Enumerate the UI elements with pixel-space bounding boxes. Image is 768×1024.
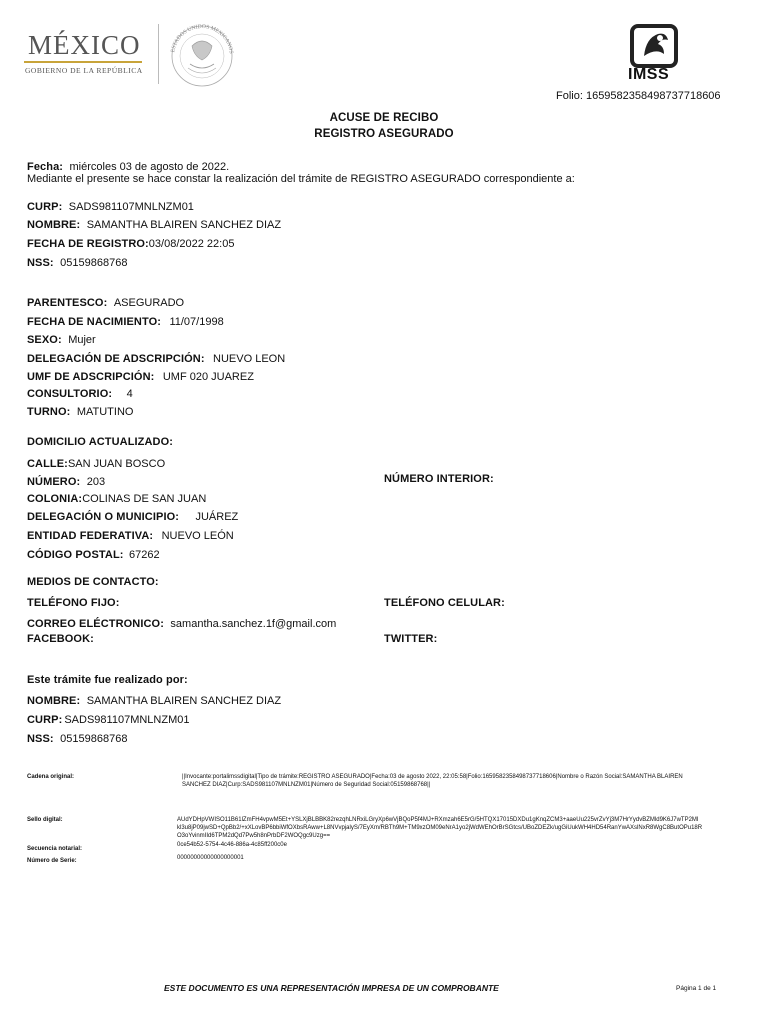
curp-value: SADS981107MNLNZM01 <box>68 201 194 213</box>
delegacion-label: DELEGACIÓN DE ADSCRIPCIÓN: <box>27 353 205 365</box>
sello-line-1: AUdYDHpVWISO11B61lZmFH4vpwM5Et+YSLXjBLBBK82rezqhLNRxiLGryXp6wVjBQoP5f4MJ+RXmzah6E5rG/5HTQX17015DXDu1gKnqZCM3+aaeUu225vrZvYj3M7HrYydvBZMld9K6J7wTP2MI <box>177 817 699 823</box>
row-consultorio <box>27 384 133 402</box>
row-parentesco <box>27 293 184 311</box>
sexo-label: SEXO: <box>27 334 62 346</box>
gov-logo-word: MÉXICO <box>28 30 141 60</box>
realizado-nombre-value: SAMANTHA BLAIREN SANCHEZ DIAZ <box>86 695 282 707</box>
realizado-curp-value: SADS981107MNLNZM01 <box>64 714 190 726</box>
gov-logo-line <box>24 61 142 63</box>
fecha-value: miércoles 03 de agosto de 2022. <box>69 161 230 173</box>
row-numero <box>27 472 105 490</box>
sello-line-2: kl3u8jP09jwSD+QpBb2/+xXLovBP6bbiWfOXbsRAww+L8NVvpjalyS/7EyXm/RBTh9M+TM9xzOM09eNrA1yo2jWdWEhOrBrSGtcs/UBoZDEZk/ugGiUukWH4HD54RanYwAXslNxR8WgC8ButOPu18R <box>177 825 703 831</box>
row-curp <box>27 197 194 215</box>
row-nacimiento <box>27 312 224 330</box>
twitter-label: TWITTER: <box>384 633 438 645</box>
cadena-line-1: ||Invocante:portalimssdigital|Tipo de trámite:REGISTRO ASEGURADO|Fecha:03 de agosto 2022, 22:05:58|Folio:1659582358498737718606|Nombre o Razón Social:SAMANTHA BLAIREN <box>182 774 683 780</box>
fecha-registro-value: 03/08/2022 22:05 <box>148 238 235 250</box>
gov-logo <box>24 30 149 80</box>
umf-value: UMF 020 JUAREZ <box>162 371 254 383</box>
facebook-label: FACEBOOK: <box>27 633 94 645</box>
realizado-nss-label: NSS: <box>27 733 54 745</box>
row-realizado-nss <box>27 729 127 747</box>
domicilio-heading: DOMICILIO ACTUALIZADO: <box>27 436 173 448</box>
serie-label: Número de Serie: <box>27 858 77 864</box>
curp-label: CURP: <box>27 201 63 213</box>
row-cp <box>27 545 160 563</box>
realizado-heading: Este trámite fue realizado por: <box>27 674 188 686</box>
numero-value: 203 <box>86 476 106 488</box>
row-entidad <box>27 526 234 544</box>
nss-label: NSS: <box>27 257 54 269</box>
row-calle <box>27 454 165 472</box>
row-umf <box>27 367 254 385</box>
title-line2: REGISTRO ASEGURADO <box>314 128 454 140</box>
parentesco-value: ASEGURADO <box>113 297 185 309</box>
row-delegacion <box>27 349 285 367</box>
seal-text: ESTADOS UNIDOS MEXICANOS <box>170 23 234 55</box>
row-realizado-curp <box>27 710 189 728</box>
row-nombre <box>27 215 281 233</box>
numero-label: NÚMERO: <box>27 476 81 488</box>
row-nss <box>27 253 127 271</box>
cadena-value <box>182 773 742 789</box>
secuencia-label: Secuencia notarial: <box>27 846 83 852</box>
consultorio-label: CONSULTORIO: <box>27 388 113 400</box>
telefono-fijo-label: TELÉFONO FIJO: <box>27 597 120 609</box>
cadena-label: Cadena original: <box>27 774 75 780</box>
nss-value: 05159868768 <box>60 257 128 269</box>
consultorio-value: 4 <box>126 388 133 400</box>
sello-line-3: O3oYvinmIId6TPM2dQd7Pw5h8nPrbDF2WOQgc9Uzg== <box>177 833 331 839</box>
delegacion-value: NUEVO LEON <box>213 353 286 365</box>
nacimiento-label: FECHA DE NACIMIENTO: <box>27 316 161 328</box>
contacto-heading: MEDIOS DE CONTACTO: <box>27 576 159 588</box>
correo-label: CORREO ELÉCTRONICO: <box>27 618 164 630</box>
imss-logo-word: IMSS <box>628 66 670 83</box>
cp-label: CÓDIGO POSTAL: <box>27 549 124 561</box>
telefono-celular-label: TELÉFONO CELULAR: <box>384 597 505 609</box>
nacimiento-value: 11/07/1998 <box>169 316 224 328</box>
municipio-value: JUÁREZ <box>195 511 239 523</box>
turno-label: TURNO: <box>27 406 71 418</box>
correo-value: samantha.sanchez.1f@gmail.com <box>170 618 337 630</box>
turno-value: MATUTINO <box>76 406 134 418</box>
calle-label: CALLE: <box>27 458 68 470</box>
colonia-label: COLONIA: <box>27 493 83 505</box>
sexo-value: Mujer <box>68 334 96 346</box>
folio-number: Folio: 1659582358498737718606 <box>556 90 721 102</box>
document-title <box>0 112 768 140</box>
entidad-value: NUEVO LEÓN <box>161 530 234 542</box>
serie-value: 00000000000000000001 <box>177 855 244 861</box>
national-seal <box>166 20 238 88</box>
nombre-value: SAMANTHA BLAIREN SANCHEZ DIAZ <box>86 219 282 231</box>
sello-label: Sello digital: <box>27 817 63 823</box>
title-line1: ACUSE DE RECIBO <box>329 112 439 124</box>
footer-note: ESTE DOCUMENTO ES UNA REPRESENTACIÓN IMPRESA DE UN COMPROBANTE <box>164 983 499 993</box>
row-municipio <box>27 507 238 525</box>
realizado-nss-value: 05159868768 <box>60 733 128 745</box>
fecha-label: Fecha: <box>27 161 64 173</box>
imss-logo <box>628 24 688 86</box>
sello-value <box>177 816 743 840</box>
row-fecha-registro <box>27 234 234 252</box>
row-turno <box>27 402 133 420</box>
umf-label: UMF DE ADSCRIPCIÓN: <box>27 371 155 383</box>
parentesco-label: PARENTESCO: <box>27 297 108 309</box>
page-number: Página 1 de 1 <box>676 985 717 992</box>
nombre-label: NOMBRE: <box>27 219 81 231</box>
calle-value: SAN JUAN BOSCO <box>67 458 166 470</box>
fecha-registro-label: FECHA DE REGISTRO: <box>27 238 149 250</box>
realizado-curp-label: CURP: <box>27 714 63 726</box>
gov-logo-subtitle: GOBIERNO DE LA REPÚBLICA <box>25 66 143 75</box>
row-realizado-nombre <box>27 691 281 709</box>
secuencia-value: 0ce54b52-5754-4c46-886a-4c85ff200c0e <box>177 842 287 848</box>
colonia-value: COLINAS DE SAN JUAN <box>82 493 207 505</box>
cp-value: 67262 <box>128 549 160 561</box>
row-correo <box>27 614 336 632</box>
municipio-label: DELEGACIÓN O MUNICIPIO: <box>27 511 180 523</box>
row-sexo <box>27 330 96 348</box>
realizado-nombre-label: NOMBRE: <box>27 695 81 707</box>
numero-interior-label: NÚMERO INTERIOR: <box>384 473 494 485</box>
header-divider <box>158 24 159 84</box>
row-colonia <box>27 489 206 507</box>
entidad-label: ENTIDAD FEDERATIVA: <box>27 530 154 542</box>
imss-eagle-icon <box>630 24 686 68</box>
cadena-line-2: SANCHEZ DIAZ|Curp:SADS981107MNLNZM01|Número de Seguridad Social:05159868768|| <box>182 782 431 788</box>
intro-text: Mediante el presente se hace constar la realización del trámite de REGISTRO ASEGURADO correspondiente a: <box>27 173 575 185</box>
national-seal-icon <box>166 20 238 88</box>
